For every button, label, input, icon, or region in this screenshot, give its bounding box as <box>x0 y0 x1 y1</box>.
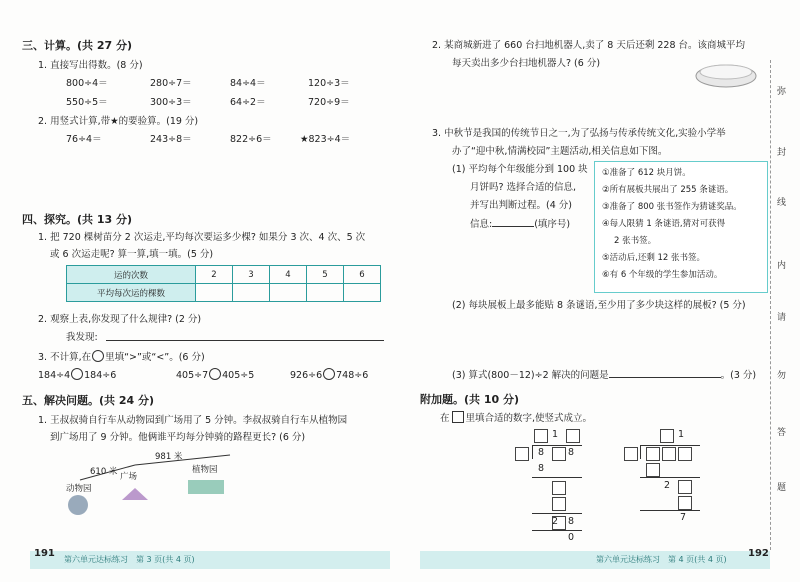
digit-box[interactable] <box>678 447 692 461</box>
digit-box[interactable] <box>662 447 676 461</box>
digit-box[interactable] <box>678 496 692 510</box>
q3-2-label: 2. 用竖式计算,带★的要验算。(19 分) <box>38 116 199 127</box>
subtract-line <box>532 513 582 514</box>
subtract-line <box>532 477 582 478</box>
section-5-title: 五、解决问题。(共 24 分) <box>22 394 155 407</box>
r-q2-line2: 每天卖出多少台扫地机器人? (6 分) <box>452 58 601 69</box>
r-q3-line2: 办了“迎中秋,情满校园”主题活动,相关信息如下图。 <box>452 146 668 157</box>
q4-3-label: 3. 不计算,在 里填“>”或“<”。(6 分) <box>38 352 205 363</box>
sub3-answer[interactable] <box>609 377 721 378</box>
quotient-digit: 1 <box>552 429 559 440</box>
answer-cell[interactable] <box>270 284 307 302</box>
trips-table <box>66 265 381 302</box>
answer-line[interactable] <box>106 340 384 341</box>
section-4-title: 四、探究。(共 13 分) <box>22 213 133 226</box>
digit-box[interactable] <box>566 429 580 443</box>
table-cell: 3 <box>233 266 270 284</box>
q4-2-label: 2. 观察上表,你发现了什么规律? (2 分) <box>38 314 202 325</box>
answer-cell[interactable] <box>344 284 381 302</box>
compare-item: 926÷6 748÷6 <box>290 370 369 381</box>
table-cell: 5 <box>307 266 344 284</box>
digit-box[interactable] <box>552 481 566 495</box>
compare-item: 184÷4 184÷6 <box>38 370 117 381</box>
r-q3-sub1-a: (1) 平均每个年级能分到 100 块 <box>452 164 588 175</box>
answer-cell[interactable] <box>233 284 270 302</box>
q4-1-line2: 或 6 次运走呢? 算一算,填一填。(5 分) <box>50 249 214 260</box>
digit-box[interactable] <box>646 463 660 477</box>
calc-item: 300÷3＝ <box>150 97 192 108</box>
margin-char: 题 <box>777 483 787 493</box>
division-bracket <box>640 445 641 459</box>
compare-item: 405÷7 405÷5 <box>176 370 255 381</box>
r-q3-sub1-b: 月饼吗? 选择合适的信息, <box>470 182 577 193</box>
r-q3-sub2: (2) 每块展板上最多能贴 8 条谜语,至少用了多少块这样的展板? (5 分) <box>452 300 746 311</box>
blank-square-icon <box>452 411 464 423</box>
page-number-right: 192 <box>748 548 769 559</box>
table-cell: 2 <box>196 266 233 284</box>
remainder-digit: 7 <box>680 512 687 523</box>
calc-item: 280÷7＝ <box>150 78 192 89</box>
step-digit: 8 <box>568 516 575 527</box>
footer-text-left: 第六单元达标练习 第 3 页(共 4 页) <box>64 555 195 564</box>
r-q2-line1: 2. 某商城新进了 660 台扫地机器人,卖了 8 天后还剩 228 台。该商城平均 <box>432 40 746 51</box>
vertical-calc-item: 76÷4＝ <box>66 134 102 145</box>
margin-char: 答 <box>777 428 787 438</box>
distance-1: 610 米 <box>90 467 118 477</box>
calc-item: 84÷4＝ <box>230 78 266 89</box>
subtract-line <box>640 477 700 478</box>
info-2: ②所有展板共展出了 255 条谜语。 <box>602 185 734 195</box>
dividend-digit: 8 <box>568 447 575 458</box>
digit-box[interactable] <box>515 447 529 461</box>
answer-cell[interactable] <box>196 284 233 302</box>
info-5: ⑤活动后,还剩 12 张书签。 <box>602 253 706 263</box>
botanical-garden-icon <box>188 480 224 494</box>
remainder-digit: 0 <box>568 532 575 543</box>
margin-char: 勿 <box>777 371 787 381</box>
plaza-icon <box>122 488 148 500</box>
margin-char: 线 <box>777 198 787 208</box>
info-4-cont: 2 张书签。 <box>614 236 657 246</box>
calc-item: 120÷3＝ <box>308 78 350 89</box>
table-cell: 4 <box>270 266 307 284</box>
info-1: ①准备了 612 块月饼。 <box>602 168 691 178</box>
dividend-digit: 8 <box>538 447 545 458</box>
division-bar <box>640 445 700 446</box>
footer-text-right: 第六单元达标练习 第 4 页(共 4 页) <box>596 555 727 564</box>
vertical-calc-item: 822÷6＝ <box>230 134 272 145</box>
table-header: 平均每次运的棵数 <box>67 284 196 302</box>
digit-box[interactable] <box>624 447 638 461</box>
q5-1-line2: 到广场用了 9 分钟。他俩谁平均每分钟骑的路程更长? (6 分) <box>50 432 306 443</box>
bonus-instruction: 在 里填合适的数字,使竖式成立。 <box>440 413 593 424</box>
compare-circle[interactable] <box>71 368 83 380</box>
table-cell: 6 <box>344 266 381 284</box>
digit-box[interactable] <box>552 497 566 511</box>
vertical-calc-item: 243÷8＝ <box>150 134 192 145</box>
step-digit: 8 <box>538 463 545 474</box>
compare-circle[interactable] <box>209 368 221 380</box>
info-answer[interactable] <box>492 226 534 227</box>
seal-line <box>770 60 771 550</box>
page-number-left: 191 <box>34 548 55 559</box>
bonus-title: 附加题。(共 10 分) <box>420 393 520 406</box>
r-q3-sub1-c: 并写出判断过程。(4 分) <box>470 200 572 211</box>
calc-item: 64÷2＝ <box>230 97 266 108</box>
info-3: ③准备了 800 张书签作为猜谜奖品。 <box>602 202 742 212</box>
subtract-line <box>640 510 700 511</box>
zoo-icon <box>68 495 88 515</box>
r-q3-sub3: (3) 算式(800－12)÷2 解决的问题是 。(3 分) <box>452 370 757 381</box>
margin-char: 封 <box>777 148 787 158</box>
digit-box[interactable] <box>660 429 674 443</box>
q5-1-line1: 1. 王叔叔骑自行车从动物园到广场用了 5 分钟。李叔叔骑自行车从植物园 <box>38 415 348 426</box>
r-q3-line1: 3. 中秋节是我国的传统节日之一,为了弘扬与传承传统文化,实验小学举 <box>432 128 726 139</box>
margin-char: 请 <box>777 313 787 323</box>
quotient-digit: 1 <box>678 429 685 440</box>
distance-2: 981 米 <box>155 452 183 462</box>
place-zoo: 动物园 <box>66 484 92 494</box>
place-botanical: 植物园 <box>192 465 218 475</box>
subtract-line <box>532 530 582 531</box>
division-bracket <box>532 445 533 459</box>
calc-item: 720÷9＝ <box>308 97 350 108</box>
answer-cell[interactable] <box>307 284 344 302</box>
place-plaza: 广场 <box>120 472 138 482</box>
digit-box[interactable] <box>678 480 692 494</box>
robot-vacuum-icon <box>690 60 762 90</box>
vertical-calc-item: ★823÷4＝ <box>300 134 351 145</box>
table-header: 运的次数 <box>67 266 196 284</box>
info-field: 信息: (填序号) <box>470 219 571 230</box>
margin-char: 弥 <box>777 87 787 97</box>
margin-char: 内 <box>777 261 787 271</box>
calc-item: 550÷5＝ <box>66 97 108 108</box>
calc-item: 800÷4＝ <box>66 78 108 89</box>
q4-2-answer-label: 我发现: <box>66 332 98 343</box>
digit-box[interactable] <box>646 447 660 461</box>
q4-1-line1: 1. 把 720 棵树苗分 2 次运走,平均每次要运多少棵? 如果分 3 次、4 次、5 次 <box>38 232 366 243</box>
digit-box[interactable] <box>534 429 548 443</box>
section-3-title: 三、计算。(共 27 分) <box>22 39 133 52</box>
circle-icon <box>92 350 104 362</box>
q3-1-label: 1. 直接写出得数。(8 分) <box>38 60 143 71</box>
step-digit: 2 <box>664 480 671 491</box>
info-6: ⑥有 6 个年级的学生参加活动。 <box>602 270 723 280</box>
info-4: ④每人限猜 1 条谜语,猜对可获得 <box>602 219 726 229</box>
digit-box[interactable] <box>552 447 566 461</box>
division-bar <box>532 445 582 446</box>
compare-circle[interactable] <box>323 368 335 380</box>
step-digit: 2 <box>552 516 559 527</box>
